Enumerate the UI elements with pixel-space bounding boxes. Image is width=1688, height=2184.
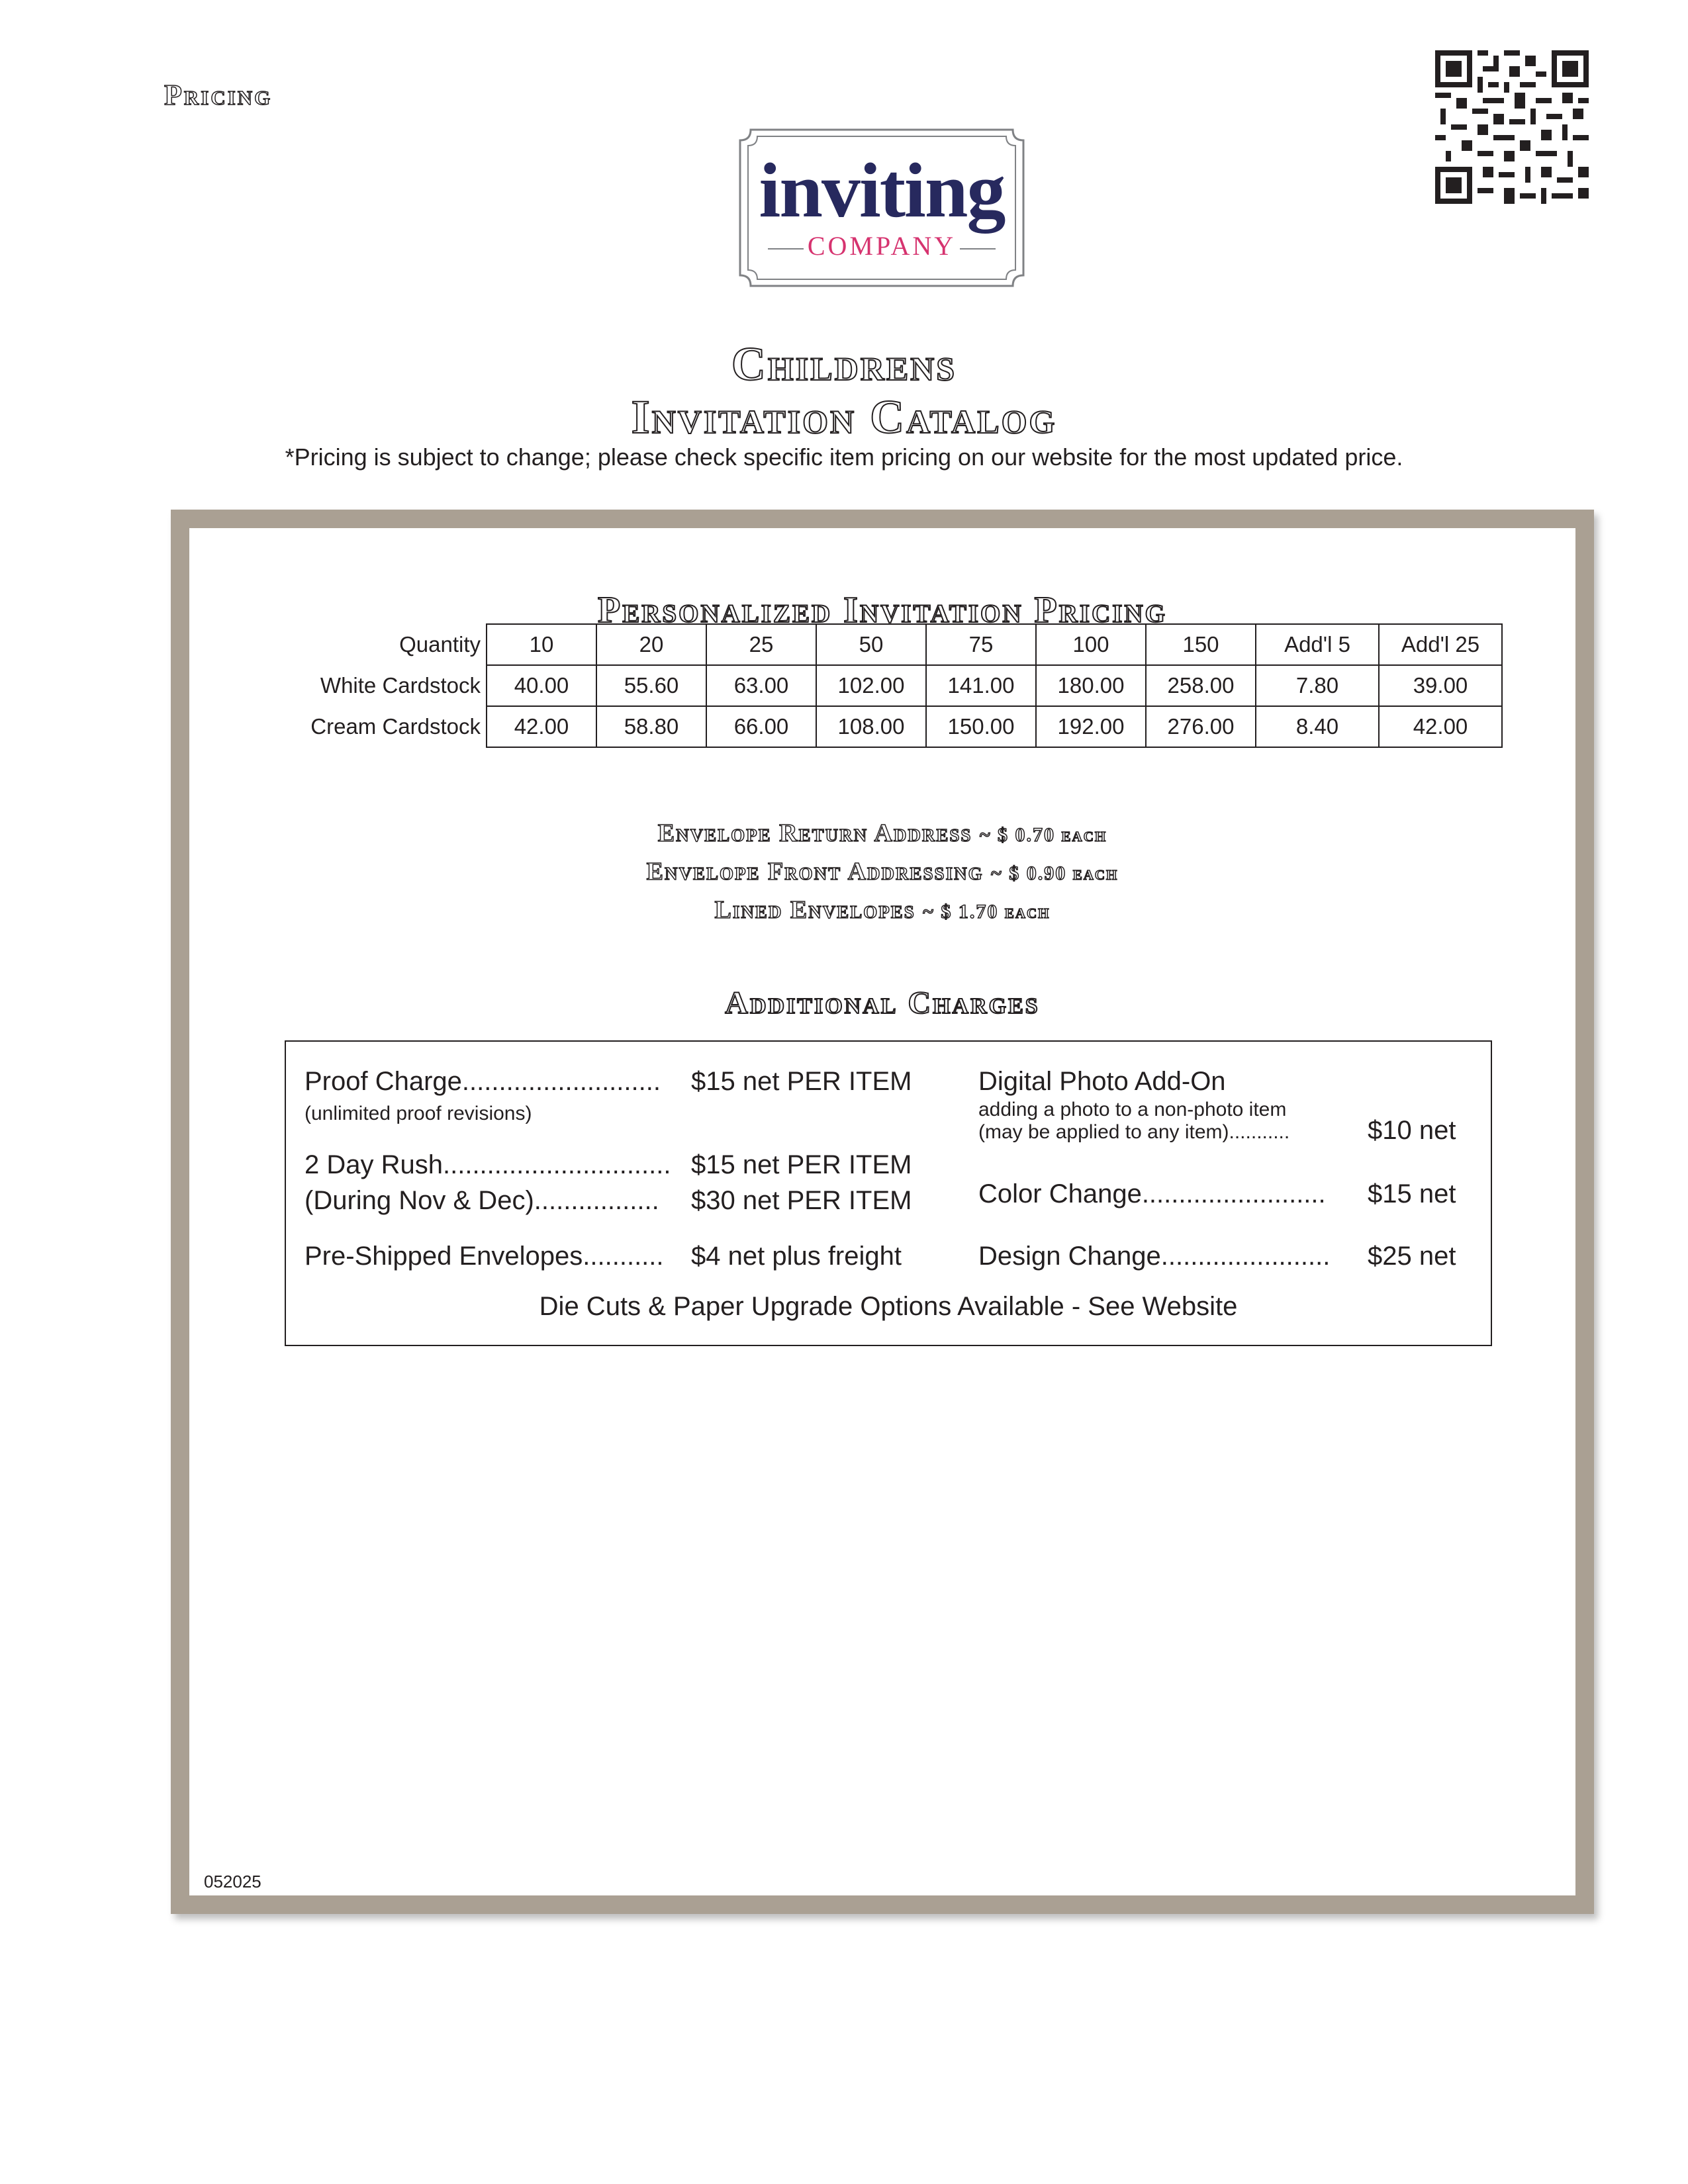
color-change-label: Color Change......................... bbox=[978, 1179, 1326, 1208]
table-cell: 55.60 bbox=[596, 665, 706, 706]
table-header-row bbox=[275, 624, 1502, 665]
table-header-cell: Add'l 5 bbox=[1256, 624, 1379, 665]
digital-photo-note-applies: (may be applied to any item)........... bbox=[978, 1121, 1290, 1143]
table-header-cell: Add'l 25 bbox=[1379, 624, 1502, 665]
proof-charge-price: $15 net PER ITEM bbox=[691, 1067, 912, 1096]
catalog-title-line2: Invitation Catalog bbox=[631, 390, 1057, 443]
table-cell: 258.00 bbox=[1146, 665, 1256, 706]
catalog-title-line1: Childrens bbox=[731, 338, 957, 390]
pre-shipped-envelopes-label: Pre-Shipped Envelopes........... bbox=[305, 1242, 664, 1271]
digital-photo-note: adding a photo to a non-photo item bbox=[978, 1099, 1287, 1120]
table-cell: 180.00 bbox=[1036, 665, 1146, 706]
envelope-option-price: ~ $ 1.70 each bbox=[923, 901, 1051, 923]
pricing-panel bbox=[171, 510, 1594, 1914]
table-header-cell: 75 bbox=[926, 624, 1036, 665]
color-change-price: $15 net bbox=[1368, 1179, 1456, 1208]
holiday-rush-label: (During Nov & Dec)................. bbox=[305, 1186, 659, 1215]
design-change-price: $25 net bbox=[1368, 1242, 1456, 1271]
digital-photo-price: $10 net bbox=[1368, 1116, 1456, 1145]
table-cell: 42.00 bbox=[487, 706, 596, 747]
design-change-label: Design Change....................... bbox=[978, 1242, 1331, 1271]
row-label: Cream Cardstock bbox=[310, 714, 481, 739]
section-label: Pricing bbox=[164, 79, 273, 111]
envelope-option-name: Envelope Return Address bbox=[657, 819, 972, 847]
envelope-front-addressing-line bbox=[189, 852, 1575, 893]
table-cell: 63.00 bbox=[706, 665, 816, 706]
additional-charges-title: Additional Charges bbox=[725, 985, 1040, 1021]
table-header-cell: 10 bbox=[487, 624, 596, 665]
table-cell: 108.00 bbox=[816, 706, 926, 747]
table-cell: 40.00 bbox=[487, 665, 596, 706]
envelope-option-name: Envelope Front Addressing bbox=[646, 858, 984, 886]
table-cell: 276.00 bbox=[1146, 706, 1256, 747]
table-cell: 39.00 bbox=[1379, 665, 1502, 706]
table-cell: 192.00 bbox=[1036, 706, 1146, 747]
additional-charges-box bbox=[285, 1040, 1492, 1346]
rush-label: 2 Day Rush............................... bbox=[305, 1150, 671, 1179]
table-cell: 150.00 bbox=[926, 706, 1036, 747]
table-header-cell: 50 bbox=[816, 624, 926, 665]
pricing-table-title: Personalized Invitation Pricing bbox=[598, 590, 1167, 631]
pre-shipped-envelopes-price: $4 net plus freight bbox=[691, 1242, 902, 1271]
table-cell: 7.80 bbox=[1256, 665, 1379, 706]
table-row bbox=[275, 706, 1502, 747]
logo-subtitle: COMPANY bbox=[736, 230, 1027, 261]
table-cell: 141.00 bbox=[926, 665, 1036, 706]
digital-photo-label: Digital Photo Add-On bbox=[978, 1067, 1226, 1096]
table-cell: 8.40 bbox=[1256, 706, 1379, 747]
document-code: 052025 bbox=[204, 1872, 261, 1891]
holiday-rush-price: $30 net PER ITEM bbox=[691, 1186, 912, 1215]
row-label: White Cardstock bbox=[320, 673, 481, 698]
envelope-option-price: ~ $ 0.90 each bbox=[991, 862, 1119, 884]
lined-envelopes-line bbox=[189, 891, 1575, 931]
upgrade-options-note: Die Cuts & Paper Upgrade Options Available - See Website bbox=[539, 1292, 1238, 1321]
table-header-cell: 150 bbox=[1146, 624, 1256, 665]
table-cell: 102.00 bbox=[816, 665, 926, 706]
table-header-cell: 20 bbox=[596, 624, 706, 665]
table-header-cell: 25 bbox=[706, 624, 816, 665]
proof-charge-label: Proof Charge........................... bbox=[305, 1067, 661, 1096]
qr-code-icon bbox=[1435, 50, 1589, 204]
pricing-disclaimer: *Pricing is subject to change; please check specific item pricing on our website for the most updated price. bbox=[285, 443, 1403, 471]
table-cell: 42.00 bbox=[1379, 706, 1502, 747]
table-header-cell: 100 bbox=[1036, 624, 1146, 665]
table-row bbox=[275, 665, 1502, 706]
rush-price: $15 net PER ITEM bbox=[691, 1150, 912, 1179]
table-cell: 58.80 bbox=[596, 706, 706, 747]
proof-charge-note: (unlimited proof revisions) bbox=[305, 1103, 532, 1124]
pricing-table bbox=[275, 623, 1503, 748]
envelope-option-name: Lined Envelopes bbox=[714, 896, 915, 924]
company-logo bbox=[736, 126, 1027, 290]
logo-wordmark: inviting bbox=[759, 147, 1005, 234]
envelope-return-address-line bbox=[189, 814, 1575, 854]
quantity-label: Quantity bbox=[399, 632, 481, 657]
envelope-option-price: ~ $ 0.70 each bbox=[979, 824, 1107, 846]
table-cell: 66.00 bbox=[706, 706, 816, 747]
